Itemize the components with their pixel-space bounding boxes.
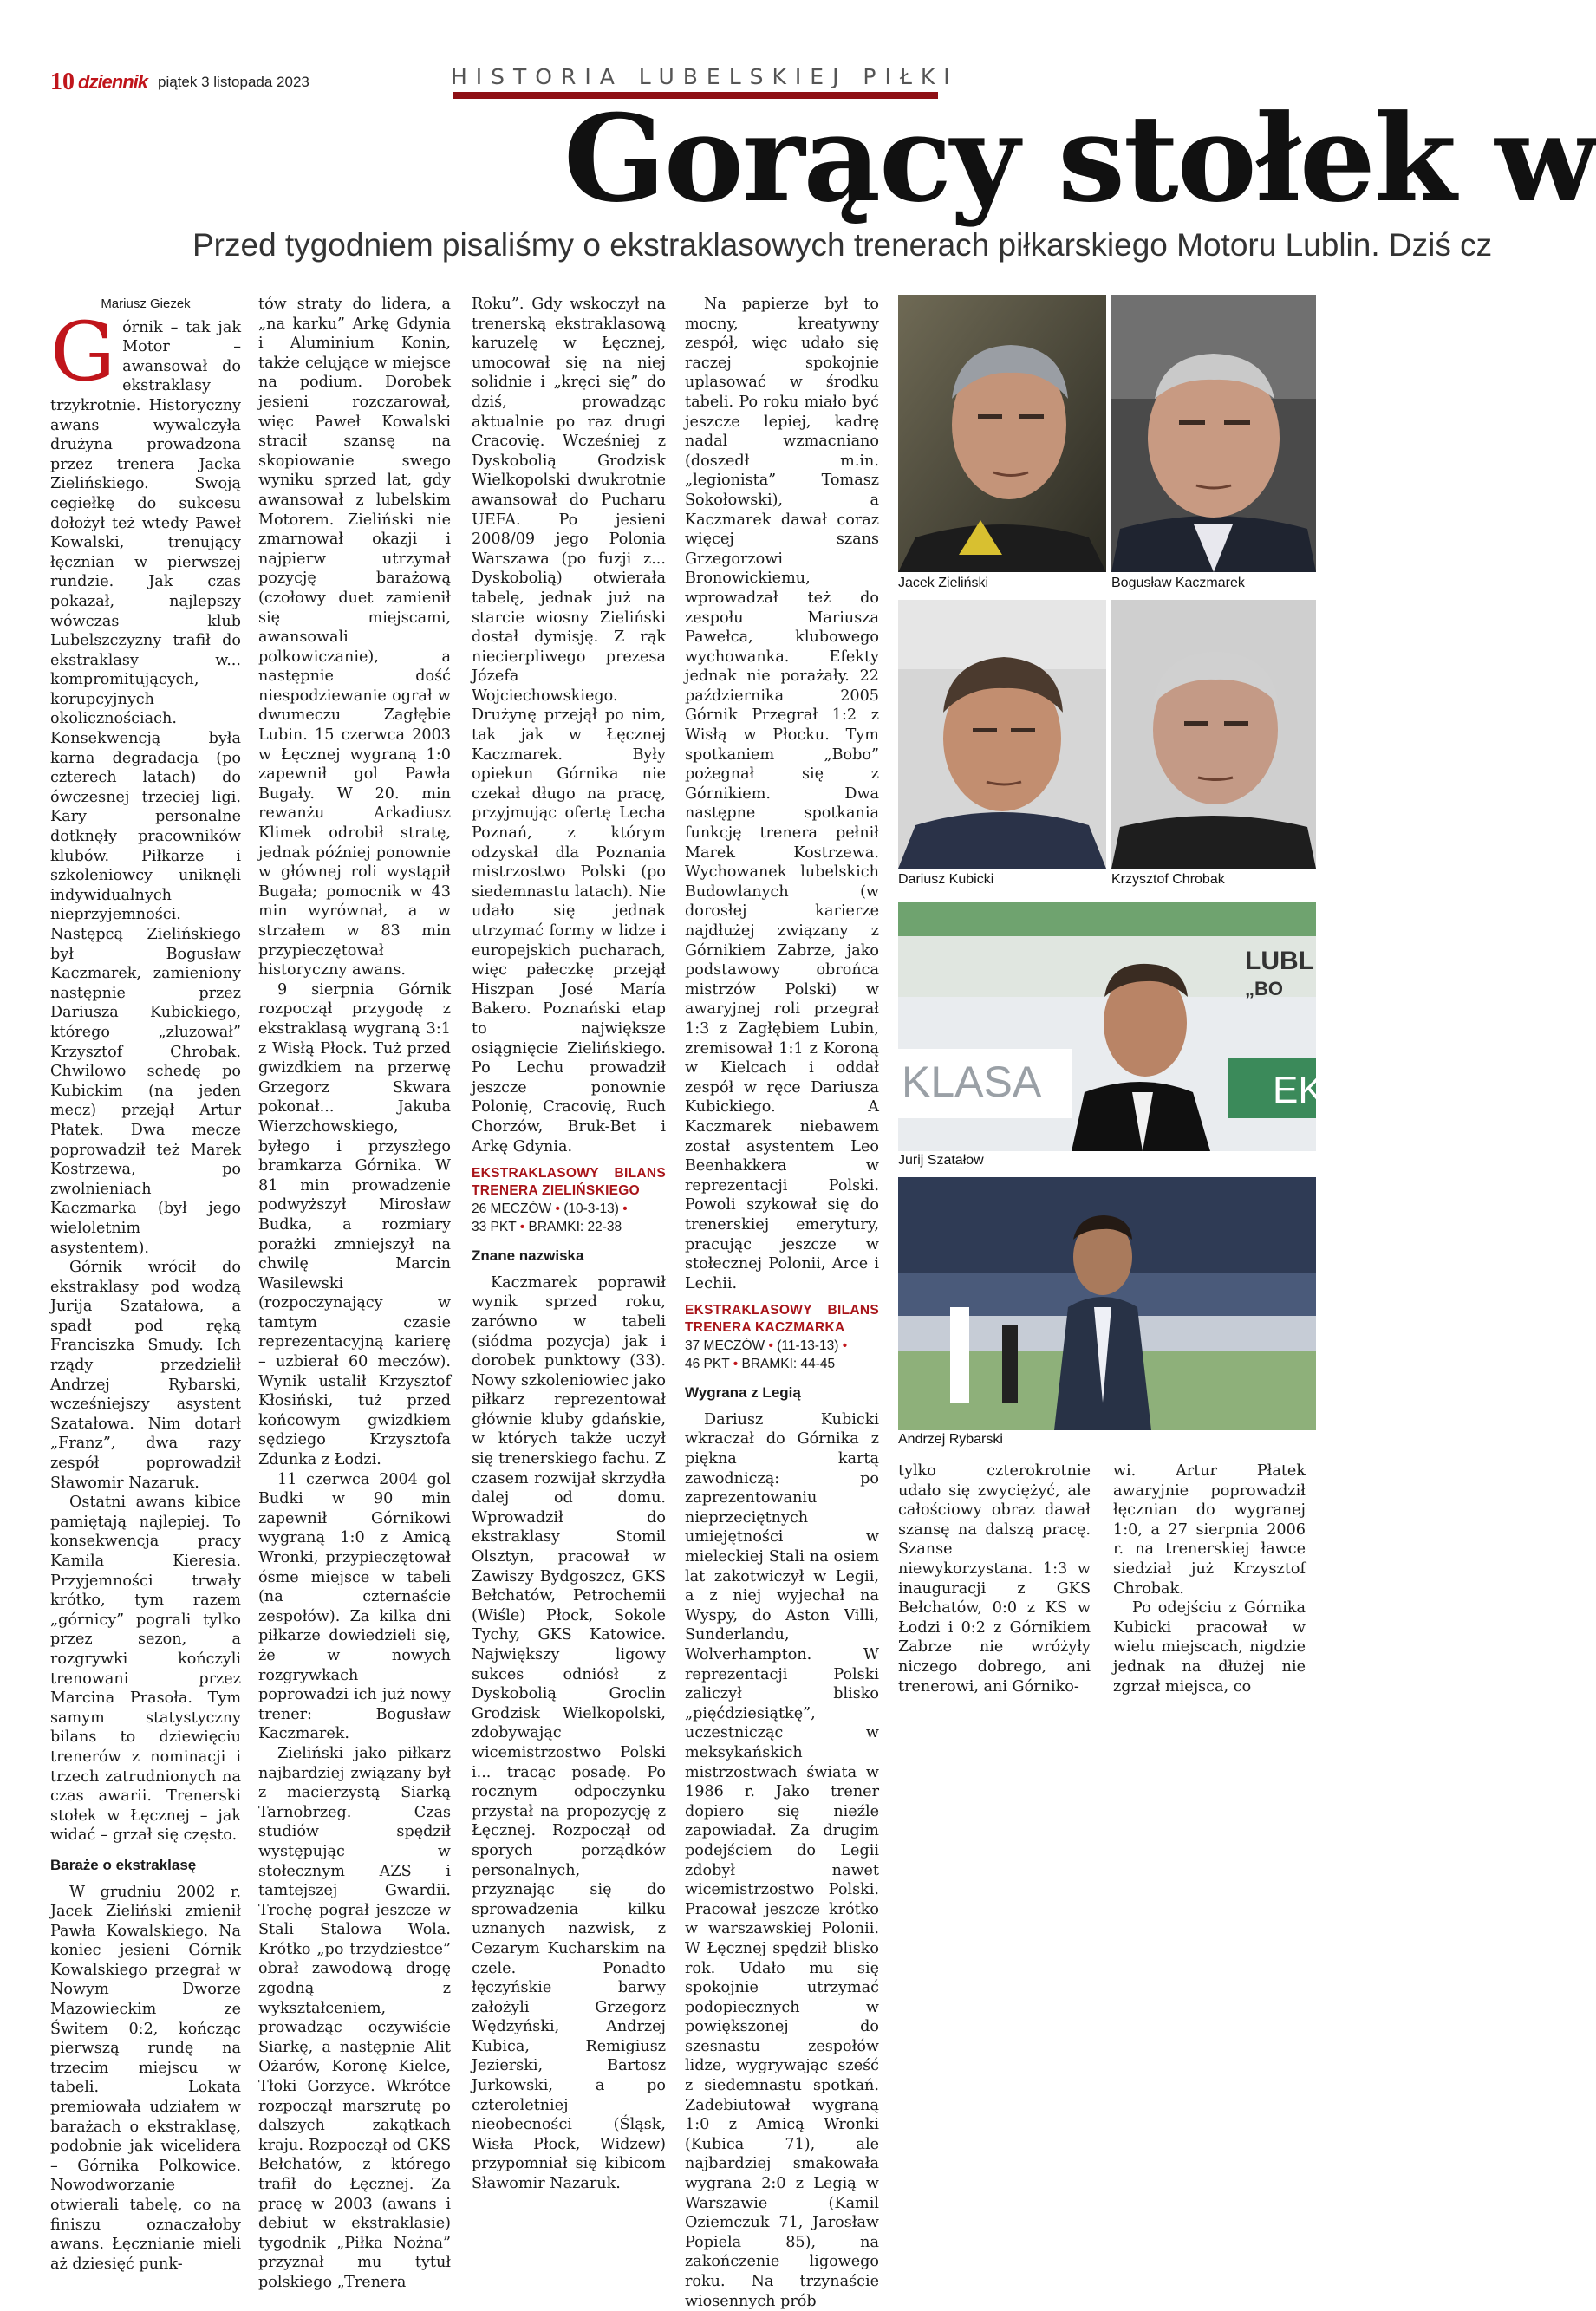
photo-andrzej-rybarski xyxy=(898,1177,1316,1430)
stat-matches: 26 MECZÓW xyxy=(472,1201,552,1217)
photo-jurij-szatalow xyxy=(898,902,1324,1151)
paragraph: tów straty do lidera, a „na karku” Arkę Gdynia i Aluminium Konin, także celujące w miejsce na podium. Dorobek jesieni rozczarował, więc Paweł Kowalski stracił szansę na skopiowanie swego wyniku sprzed lat, gdy awansował z lubelskim Motorem. Zieliński nie zmarnował okazji i najpierw utrzymał pozycję barażową (czołowy duet zamienił się miejscami, awansowali polkowiczanie), a następnie dość niespodziewanie ograł w dwumeczu Zagłębie Lubin. 15 czerwca 2003 w Łęcznej wygraną 1:0 zapewnił gol Pawła Bugały. W 20. min rewanżu Arkadiusz Klimek odrobił stratę, jednak później ponownie w głównej roli wystąpił Bugała; pomocnik w 43 min wyrównał, a w strzałem w 83 min przypieczętował historyczny awans. xyxy=(258,296,451,980)
banner-text: LUBL xyxy=(1245,947,1314,975)
photo-jacek-zielinski xyxy=(898,295,1106,572)
stat-box: 26 MECZÓW • (10-3-13) • 33 PKT • BRAMKI: 22-38 xyxy=(472,1201,628,1235)
page-header xyxy=(50,68,309,97)
stat-box: 37 MECZÓW • (11-13-13) • 46 PKT • BRAMKI: 44-45 xyxy=(685,1338,848,1372)
paragraph: wi. Artur Płatek awaryjnie poprowadził łęcznian do wygranej 1:0, a 27 sierpnia 2006 r. na trenerskiej ławce siedział już Krzysztof Chrobak. xyxy=(1113,1462,1306,1598)
stat-points: 33 PKT xyxy=(472,1220,517,1235)
paragraph: órnik – tak jak Motor – awansował do ekstraklasy trzykrotnie. Historyczny awans wywalczyła drużyna prowadzona przez trenera Jacka Zielińskiego. Swoją cegiełkę do sukcesu dołożył też wtedy Paweł Kowalski, trenujący łęcznian w pierwszej rundzie. Jak czas pokazał, najlepszy wówczas klub Lubelszczyzny trafił do ekstraklasy w... kompromitujących, korupcyjnych okolicznościach. Konsekwencją była karna degradacja (po czterech latach) do ówczesnej trzeciej ligi. Kary personalne dotknęły pracowników klubów. Piłkarze i szkoleniowcy uniknęli indywidualnych nieprzyjemności. Następcą Zielińskiego był Bogusław Kaczmarek, zamieniony następnie przez Dariusza Kubickiego, którego „zluzował” Krzysztof Chrobak. Chwilowo schedę po Kubickim (na jeden mecz) przejął Artur Płatek. Dwa mecze poprowadził też Marek Kostrzewa, po zwolnieniach Kaczmarka (był jego wieloletnim asystentem). xyxy=(50,318,241,1257)
byline: Mariusz Giezek xyxy=(101,296,191,311)
article-column-3 xyxy=(472,295,666,2193)
subheading: Wygrana z Legią xyxy=(685,1384,801,1402)
banner-text: EK xyxy=(1273,1069,1324,1111)
banner-text: „BO xyxy=(1245,978,1283,999)
paragraph: Górnik wrócił do ekstraklasy pod wodzą Jurija Szatałowa, a spadł pod ręką Franciszka Smudy. Ich rządy przedzielił Andrzej Rybarski, wcześniejszy asystent Szatałowa. Nim dotarł „Franz”, dwa razy zespół poprowadził Sławomir Nazaruk. xyxy=(50,1259,241,1492)
article-column-2 xyxy=(258,295,451,2291)
paragraph: 9 sierpnia Górnik rozpoczął przygodę z ekstraklasą wygraną 3:1 z Wisłą Płock. Tuż przed gwizdkiem na przerwę Grzegorz Skwara pokonał... Jakuba Wierzchowskiego, byłego i przyszłego bramkarza Górnika. W 81 min prowadzenie podwyższył Mirosław Budka, a rozmiary porażki zmniejszył na chwilę Marcin Wasilewski (rozpoczynający w tamtym czasie reprezentacyjną karierę – uzbierał 60 meczów). Wynik ustalił Krzysztof Kłosiński, tuż przed końcowym gwizdkiem sędziego Krzysztofa Zdunka z Łodzi. xyxy=(258,980,451,1469)
stat-goals: BRAMKI: 44-45 xyxy=(741,1357,836,1372)
stat-matches: 37 MECZÓW xyxy=(685,1338,765,1354)
paragraph: Roku”. Gdy wskoczył na trenerską ekstraklasową karuzelę w Łęcznej, umocował się na niej solidnie i „kręci się” do dziś, prowadząc aktualnie po raz drugi Cracovię. Wcześniej z Dyskobolią Grodzisk Wielkopolski dwukrotnie awansował do Pucharu UEFA. Po jesieni 2008/09 jego Polonia Warszawa (po fuzji z... Dyskobolią) otwierała tabelę, jednak już na starcie wiosny Zieliński dostał dymisję. Z rąk niecierpliwego prezesa Józefa Wojciechowskiego. Drużynę przejął po nim, tak jak w Łęcznej Kaczmarek. Były opiekun Górnika nie czekał długo na pracę, przyjmując ofertę Lecha Poznań, z którym odzyskał dla Poznania mistrzostwo Polski (po siedemnastu latach). Nie udało się jednak utrzymać formy w lidze i europejskich pucharach, więc pałeczkę przejął Hiszpan José María Bakero. Poznański etap to największe osiągnięcie Zielińskiego. Po Lechu prowadził jeszcze ponownie Polonię, Cracovię, Ruch Chorzów, Bruk-Bet i Arkę Gdynia. xyxy=(472,296,666,1156)
stat-box-title: EKSTRAKLASOWY BILANS TRENERA ZIELIŃSKIEGO xyxy=(472,1166,666,1199)
photo-caption: Krzysztof Chrobak xyxy=(1111,872,1225,887)
photo-boguslaw-kaczmarek xyxy=(1111,295,1316,572)
stat-box-title: EKSTRAKLASOWY BILANS TRENERA KACZMARKA xyxy=(685,1303,879,1336)
photo-caption: Jurij Szatałow xyxy=(898,1153,984,1168)
deck: Przed tygodniem pisaliśmy o ekstraklasowych trenerach piłkarskiego Motoru Lublin. Dziś cz xyxy=(192,227,1493,263)
article-column-5 xyxy=(898,1461,1091,1696)
article-column-1 xyxy=(50,295,241,2273)
photo-krzysztof-chrobak xyxy=(1111,600,1316,869)
stat-points: 46 PKT xyxy=(685,1357,730,1372)
subheading: Baraże o ekstraklasę xyxy=(50,1856,197,1873)
stat-record: (10-3-13) xyxy=(563,1201,619,1217)
paragraph: Zieliński jako piłkarz najbardziej związany był z macierzystą Siarką Tarnobrzeg. Czas studiów spędził występując w stołecznym AZS i tamtejszej Gwardii. Trochę pograł jeszcze w Stali Stalowa Wola. Krótko „po trzydziestce” obrał zawodową drogę zgodną z wykształceniem, prowadząc oczywiście Siarkę, a następnie Alit Ożarów, Koronę Kielce, Tłoki Gorzyce. Wkrótce rozpoczął marszrutę po dalszych zakątkach kraju. Rozpoczął od GKS Bełchatów, z którego trafił do Łęcznej. Za pracę w 2003 (awans i debiut w ekstraklasie) tygodnik „Piłka Nożna” przyznał mu tytuł polskiego „Trenera xyxy=(258,1744,451,2291)
stat-record: (11-13-13) xyxy=(777,1338,839,1354)
paragraph: Na papierze był to mocny, kreatywny zespół, więc udało się raczej spokojnie uplasować w środku tabeli. Po roku miało być jeszcze lepiej, kadrę nadal wzmacniano (doszedł m.in. „legionista” Tomasz Sokołowski), a Kaczmarek dawał coraz więcej szans Grzegorzowi Bronowickiemu, wprowadzał też do zespołu Mariusza Pawełca, klubowego wychowanka. Efekty jednak nie porażały. 22 października 2005 Górnik Przegrał 1:2 z Wisłą w Płocku. Tym spotkaniem „Bobo” pożegnał się z Górnikiem. Dwa następne spotkania funkcję trenera pełnił Marek Kostrzewa. Wychowanek lubelskich Budowlanych (w dorosłej karierze najdłużej związany z Górnikiem Zabrze, jako podstawowy obrońca mistrzów Polski) w awaryjnej roli przegrał 1:3 z Zagłębiem Lubin, zremisował 1:1 z Koroną w Kielcach i oddał zespół w ręce Dariusza Kubickiego. A Kaczmarek niebawem został asystentem Leo Beenhakkera w reprezentacji Polski. Powoli szykował się do trenerskiej emerytury, pracując jeszcze w stołecznej Polonii, Arce i Lechii. xyxy=(685,296,879,1292)
article-column-6 xyxy=(1113,1461,1306,1696)
photo-caption: Dariusz Kubicki xyxy=(898,872,994,887)
headline: Gorący stołek w xyxy=(563,88,1596,229)
paragraph: Ostatni awans kibice pamiętają najlepiej. To konsekwencja pracy Kamila Kieresia. Przyjemności trwały krótko, tym razem „górnicy” pograli tylko przez sezon, a rozgrywki kończyli trenowani przez Marcina Prasoła. Tym samym statystyczny bilans to dziewięciu trenerów z nominacji i trzech zatrudnionych na czas awarii. Trenerski stołek w Łęcznej – jak widać – grzał się często. xyxy=(50,1494,241,1845)
paragraph: tylko czterokrotnie udało się zwyciężyć, ale całościowy obraz dawał szansę na dalszą pracę. Szanse niewykorzystana. 1:3 w inauguracji z GKS Bełchatów, 0:0 z KS w Łodzi i 0:2 z Górnikiem Zabrze nie wróżyły niczego dobrego, ani trenerowi, ani Górniko- xyxy=(898,1462,1091,1696)
drop-cap: G xyxy=(50,304,116,400)
page-number: 10 xyxy=(50,68,75,95)
issue-date: piątek 3 listopada 2023 xyxy=(158,74,309,90)
paragraph: Kaczmarek poprawił wynik sprzed roku, zarówno w tabeli (siódma pozycja) jak i dorobek punktowy (33). Nowy szkoleniowiec jako piłkarz reprezentował głównie kluby gdańskie, w których także uczył się trenerskiego fachu. Z czasem rozwijał skrzydła dalej od domu. Wprowadził do ekstraklasy Stomil Olsztyn, pracował w Zawiszy Bydgoszcz, GKS Bełchatów, Petrochemii (Wiśle) Płock, Sokole Tychy, GKS Katowice. Największy ligowy sukces odniósł z Dyskobolią Groclin Grodzisk Wielkopolski, zdobywając wicemistrzostwo Polski i... tracąc posadę. Po rocznym odpoczynku przystał na propozycję z Łęcznej. Rozpoczął od sporych porządków personalnych, przyznając się do sprowadzenia kilku uznanych nazwisk, z Cezarym Kucharskim na czele. Ponadto łęczyńskie barwy założyli Grzegorz Wędzyński, Andrzej Kubica, Remigiusz Jezierski, Bartosz Jurkowski, a po czteroletniej nieobecności (Śląsk, Wisła Płock, Widzew) przypomniał się kibicom Sławomir Nazaruk. xyxy=(472,1273,666,2193)
photo-caption: Jacek Zieliński xyxy=(898,576,989,590)
paragraph: Dariusz Kubicki wkraczał do Górnika z piękna kartą zawodniczą: po zaprezentowaniu nieprzeciętnych umiejętności w mieleckiej Stali na osiem lat zakotwiczył w Legii, a z niej wyjechał na Wyspy, do Aston Villi, Sunderlandu, Wolverhampton. W reprezentacji Polski zaliczył blisko „pięćdziesiątkę”, uczestnicząc w meksykańskich mistrzostwach świata w 1986 r. Jako trener dopiero się nieźle zapowiadał. Za drugim podejściem do Legii zdobył nawet wicemistrzostwo Polski. Pracował jeszcze krótko w warszawskiej Polonii. W Łęcznej spędził blisko rok. Udało mu się spokojnie utrzymać podopiecznych w powiększonej do szesnastu zespołów lidze, wygrywając sześć z siedemnastu spotkań. Zadebiutował wygraną 1:0 z Amicą Wronki (Kubica 71), ale najbardziej smakowała wygrana 2:0 z Legią w Warszawie (Kamil Oziemczuk 71, Jarosław Popiela 85), na zakończenie ligowego roku. Na trzynaście wiosennych prób xyxy=(685,1410,879,2310)
section-title: HISTORIA LUBELSKIEJ PIŁKI xyxy=(451,64,959,89)
subheading: Znane nazwiska xyxy=(472,1247,584,1265)
photo-dariusz-kubicki xyxy=(898,600,1106,869)
paragraph: Po odejściu z Górnika Kubicki pracował w wielu miejscach, nigdzie jednak na dłużej nie zgrzał miejsca, co xyxy=(1113,1599,1306,1696)
paragraph: 11 czerwca 2004 gol Budki w 90 min zapewnił Górnikowi wygraną 1:0 z Amicą Wronki, przypieczętował ósme miejsce w tabeli (na czternaście zespołów). Za kilka dni piłkarze dowiedzieli się, że w nowych rozgrywkach poprowadzi ich już nowy trener: Bogusław Kaczmarek. xyxy=(258,1470,451,1743)
newspaper-logo: dziennik xyxy=(78,71,148,93)
stat-goals: BRAMKI: 22-38 xyxy=(528,1220,622,1235)
photo-caption: Andrzej Rybarski xyxy=(898,1432,1003,1447)
article-column-4 xyxy=(685,295,879,2310)
banner-text: KLASA xyxy=(902,1058,1042,1106)
paragraph: W grudniu 2002 r. Jacek Zieliński zmienił Pawła Kowalskiego. Na koniec jesieni Górnik Kowalskiego przegrał w Nowym Dworze Mazowieckim ze Świtem 0:2, kończąc pierwszą rundę na trzecim miejscu w tabeli. Lokata premiowała udziałem w barażach o ekstraklasę, podobnie jak wicelidera – Górnika Polkowice. Nowodworzanie otwierali tabelę, co na finiszu oznaczałoby awans. Łęcznianie mieli aż dziesięć punk- xyxy=(50,1883,241,2273)
photo-caption: Bogusław Kaczmarek xyxy=(1111,576,1245,590)
